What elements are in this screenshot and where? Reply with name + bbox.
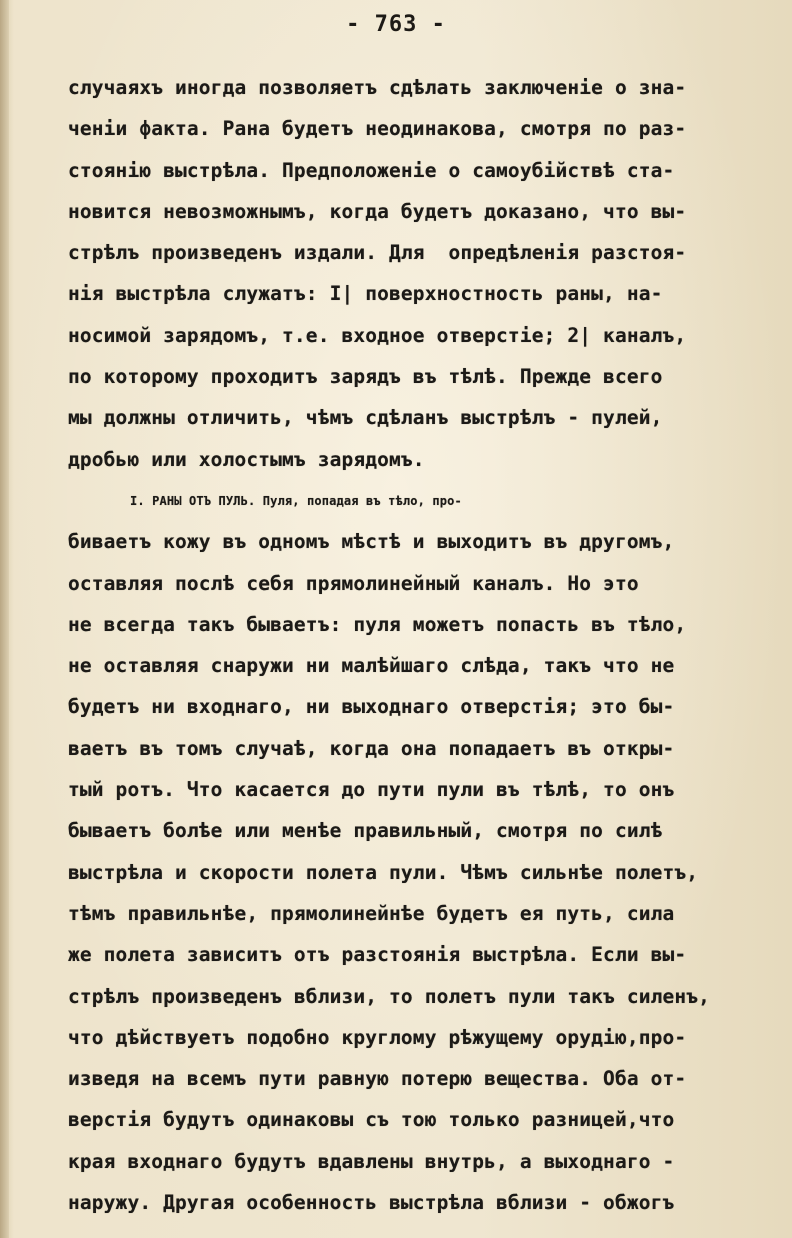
- body-text: [68, 74, 758, 1230]
- text-line: стоянію выстрѣла. Предположеніе о самоубійствѣ ста-: [68, 158, 675, 182]
- text-line: стрѣлъ произведенъ вблизи, то полетъ пули такъ силенъ,: [68, 984, 711, 1008]
- text-line: мы должны отличить, чѣмъ сдѣланъ выстрѣлъ - пулей,: [68, 406, 663, 430]
- text-line: стрѣлъ произведенъ издали. Для опредѣленія разстоя-: [68, 241, 687, 265]
- text-line: носимой зарядомъ, т.е. входное отверстіе; 2| каналъ,: [68, 323, 687, 347]
- text-line: биваетъ кожу въ одномъ мѣстѣ и выходитъ въ другомъ,: [68, 530, 675, 554]
- page-number: - 763 -: [346, 12, 446, 37]
- text-line: изведя на всемъ пути равную потерю вещества. Оба от-: [68, 1067, 687, 1091]
- text-line: нія выстрѣла служатъ: I| поверхностность раны, на-: [68, 282, 663, 306]
- text-line: не всегда такъ бываетъ: пуля можетъ попасть въ тѣло,: [68, 612, 687, 636]
- text-line: края входнаго будутъ вдавлены внутрь, а выходнаго -: [68, 1149, 675, 1173]
- text-line: выстрѣла и скорости полета пули. Чѣмъ сильнѣе полетъ,: [68, 860, 699, 884]
- text-line: ваетъ въ томъ случаѣ, когда она попадаетъ въ откры-: [68, 736, 675, 760]
- text-line: верстія будутъ одинаковы съ тою только разницей,что: [68, 1108, 675, 1132]
- page-binding-edge: [0, 0, 9, 1238]
- text-line: бываетъ болѣе или менѣе правильный, смотря по силѣ: [68, 819, 663, 843]
- text-line: будетъ ни входнаго, ни выходнаго отверстія; это бы-: [68, 695, 675, 719]
- text-line: не оставляя снаружи ни малѣйшаго слѣда, такъ что не: [68, 654, 675, 678]
- text-line: оставляя послѣ себя прямолинейный каналъ. Но это: [68, 571, 639, 595]
- text-line: наружу. Другая особенность выстрѣла вблизи - обжогъ: [68, 1191, 675, 1215]
- text-line: случаяхъ иногда позволяетъ сдѣлать заключеніе о зна-: [68, 76, 687, 99]
- text-line: тѣмъ правильнѣе, прямолинейнѣе будетъ ея путь, сила: [68, 901, 675, 925]
- text-line: же полета зависитъ отъ разстоянія выстрѣла. Если вы-: [68, 943, 687, 967]
- text-line: новится невозможнымъ, когда будетъ доказано, что вы-: [68, 199, 687, 223]
- text-line: дробью или холостымъ зарядомъ.: [68, 447, 425, 471]
- text-line: что дѣйствуетъ подобно круглому рѣжущему орудію,про-: [68, 1025, 687, 1049]
- text-line: по которому проходитъ зарядъ въ тѣлѣ. Прежде всего: [68, 365, 663, 389]
- text-line: ченіи факта. Рана будетъ неодинакова, смотря по раз-: [68, 117, 687, 141]
- text-line: тый ротъ. Что касается до пути пули въ тѣлѣ, то онъ: [68, 778, 675, 802]
- text-line: I. РАНЫ ОТЪ ПУЛЬ. Пуля, попадая въ тѣло, про-: [130, 493, 462, 508]
